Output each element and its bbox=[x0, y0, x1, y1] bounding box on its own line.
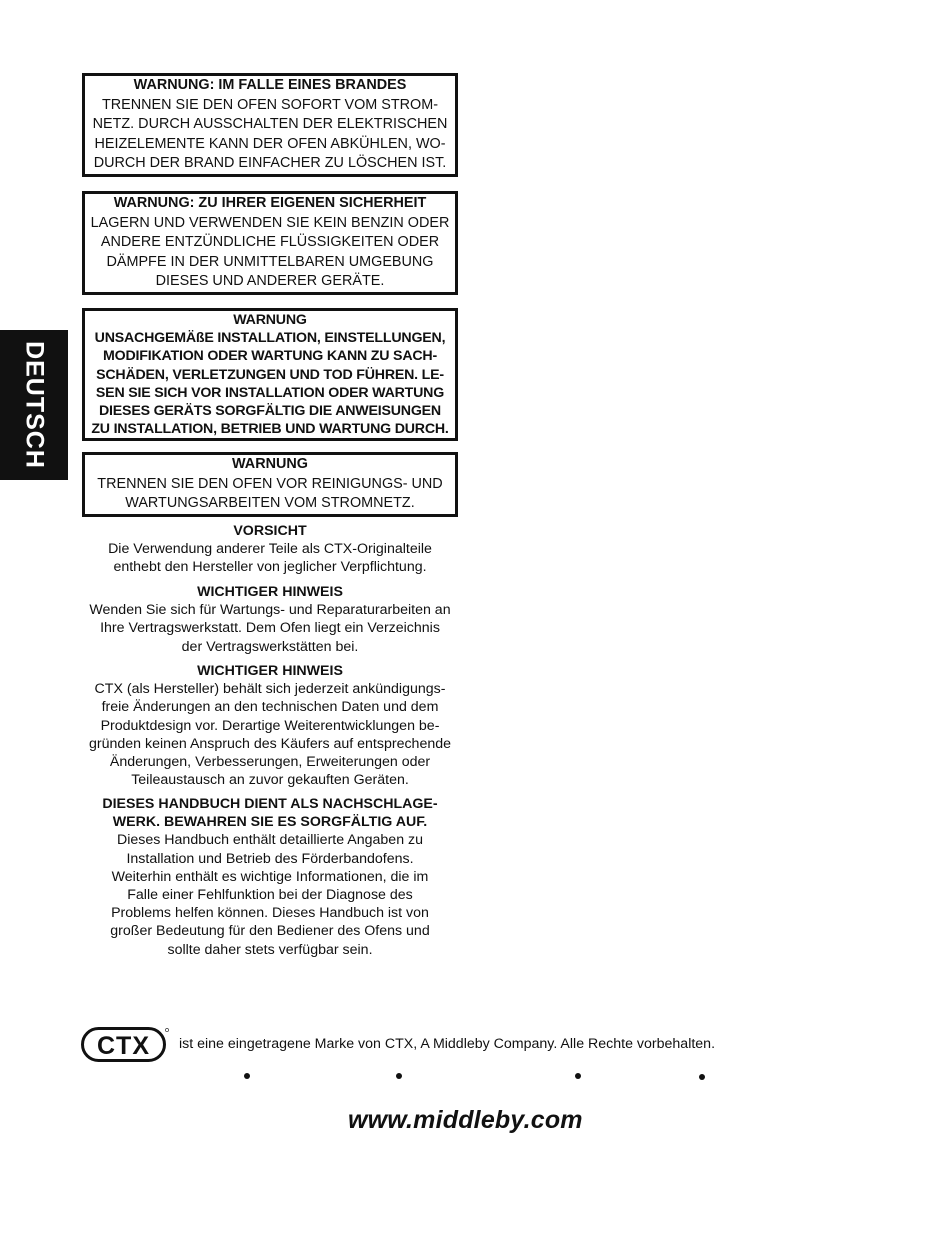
section-heading: DIESES HANDBUCH DIENT ALS NACHSCHLAGE- bbox=[102, 796, 438, 812]
warning-line: ANDERE ENTZÜNDLICHE FLÜSSIGKEITEN ODER bbox=[100, 234, 440, 250]
warning-box-safety bbox=[82, 191, 458, 295]
warning-line: DIESES GERÄTS SORGFÄLTIG DIE ANWEISUNGEN bbox=[99, 403, 441, 420]
section-line: Teileaustausch an zuvor gekauften Geräten. bbox=[131, 772, 409, 789]
section-line: Weiterhin enthält es wichtige Informationen, die im bbox=[111, 868, 429, 885]
warning-heading: WARNUNG: ZU IHRER EIGENEN SICHERHEIT bbox=[113, 195, 427, 211]
separator-dot bbox=[575, 1073, 581, 1079]
language-tab bbox=[0, 330, 68, 480]
section-line: Wenden Sie sich für Wartungs- und Reparaturarbeiten an bbox=[89, 602, 451, 619]
section-line: Falle einer Fehlfunktion bei der Diagnose des bbox=[127, 887, 413, 904]
warning-box-maintenance bbox=[82, 452, 458, 517]
section-line: gründen keinen Anspruch des Käufers auf entsprechende bbox=[88, 735, 452, 752]
ctx-logo-text: CTX bbox=[97, 1032, 150, 1060]
section-heading: WICHTIGER HINWEIS bbox=[197, 584, 343, 600]
section-manual-reference bbox=[82, 795, 458, 959]
section-heading: VORSICHT bbox=[233, 523, 307, 539]
section-line: großer Bedeutung für den Bediener des Ofens und bbox=[110, 923, 430, 940]
warning-line: ZU INSTALLATION, BETRIEB UND WARTUNG DURCH. bbox=[91, 421, 449, 438]
website-url[interactable]: www.middleby.com bbox=[348, 1106, 583, 1134]
section-heading: WICHTIGER HINWEIS bbox=[197, 663, 343, 679]
warning-line: DIESES UND ANDERER GERÄTE. bbox=[155, 273, 385, 289]
warning-heading: WARNUNG bbox=[232, 456, 308, 472]
separator-dot bbox=[396, 1073, 402, 1079]
section-line: Die Verwendung anderer Teile als CTX-Originalteile bbox=[108, 541, 432, 558]
section-line: CTX (als Hersteller) behält sich jederzeit ankündigungs- bbox=[94, 681, 446, 698]
warning-box-fire bbox=[82, 73, 458, 177]
section-notice-changes bbox=[82, 662, 458, 789]
warning-line: DÄMPFE IN DER UNMITTELBAREN UMGEBUNG bbox=[106, 253, 434, 270]
warning-heading: WARNUNG: IM FALLE EINES BRANDES bbox=[133, 77, 407, 93]
separator-dot bbox=[699, 1074, 705, 1080]
section-line: Dieses Handbuch enthält detaillierte Angaben zu bbox=[116, 832, 424, 849]
section-line: der Vertragswerkstätten bei. bbox=[181, 638, 359, 655]
trademark-notice: ist eine eingetragene Marke von CTX, A Middleby Company. Alle Rechte vorbehalten. bbox=[179, 1036, 716, 1052]
section-line: freie Änderungen an den technischen Daten und dem bbox=[101, 699, 439, 716]
section-line: Produktdesign vor. Derartige Weiterentwicklungen be- bbox=[100, 717, 440, 734]
ctx-logo bbox=[81, 1027, 169, 1063]
warning-line: MODIFIKATION ODER WARTUNG KANN ZU SACH- bbox=[103, 348, 437, 365]
section-line: sollte daher stets verfügbar sein. bbox=[167, 941, 373, 958]
section-line: Installation und Betrieb des Förderbandofens. bbox=[126, 850, 414, 867]
warning-line: WARTUNGSARBEITEN VOM STROMNETZ. bbox=[125, 495, 415, 511]
warning-box-installation bbox=[82, 308, 458, 441]
warning-line: TRENNEN SIE DEN OFEN VOR REINIGUNGS- UND bbox=[97, 475, 443, 492]
section-caution bbox=[82, 522, 458, 577]
warning-line: UNSACHGEMÄßE INSTALLATION, EINSTELLUNGEN, bbox=[94, 330, 446, 347]
language-tab-label: DEUTSCH bbox=[20, 341, 49, 469]
separator-dot bbox=[244, 1073, 250, 1079]
section-notice-service bbox=[82, 583, 458, 656]
warning-line: HEIZELEMENTE KANN DER OFEN ABKÜHLEN, WO- bbox=[94, 135, 446, 152]
warning-line: DURCH DER BRAND EINFACHER ZU LÖSCHEN IST. bbox=[93, 155, 447, 171]
section-line: Problems helfen können. Dieses Handbuch ist von bbox=[111, 905, 429, 922]
warning-line: TRENNEN SIE DEN OFEN SOFORT VOM STROM- bbox=[101, 96, 439, 113]
warning-line: LAGERN UND VERWENDEN SIE KEIN BENZIN ODER bbox=[90, 214, 450, 231]
section-line: Änderungen, Verbesserungen, Erweiterungen oder bbox=[109, 754, 431, 771]
warning-line: NETZ. DURCH AUSSCHALTEN DER ELEKTRISCHEN bbox=[92, 116, 448, 132]
warning-line: SCHÄDEN, VERLETZUNGEN UND TOD FÜHREN. LE- bbox=[96, 366, 444, 383]
warning-heading: WARNUNG bbox=[233, 312, 307, 328]
section-line: enthebt den Hersteller von jeglicher Verpflichtung. bbox=[113, 559, 427, 576]
section-line: Ihre Vertragswerkstatt. Dem Ofen liegt ein Verzeichnis bbox=[100, 620, 440, 637]
warning-line: SEN SIE SICH VOR INSTALLATION ODER WARTUNG bbox=[95, 384, 445, 401]
section-heading: WERK. BEWAHREN SIE ES SORGFÄLTIG AUF. bbox=[112, 814, 428, 831]
